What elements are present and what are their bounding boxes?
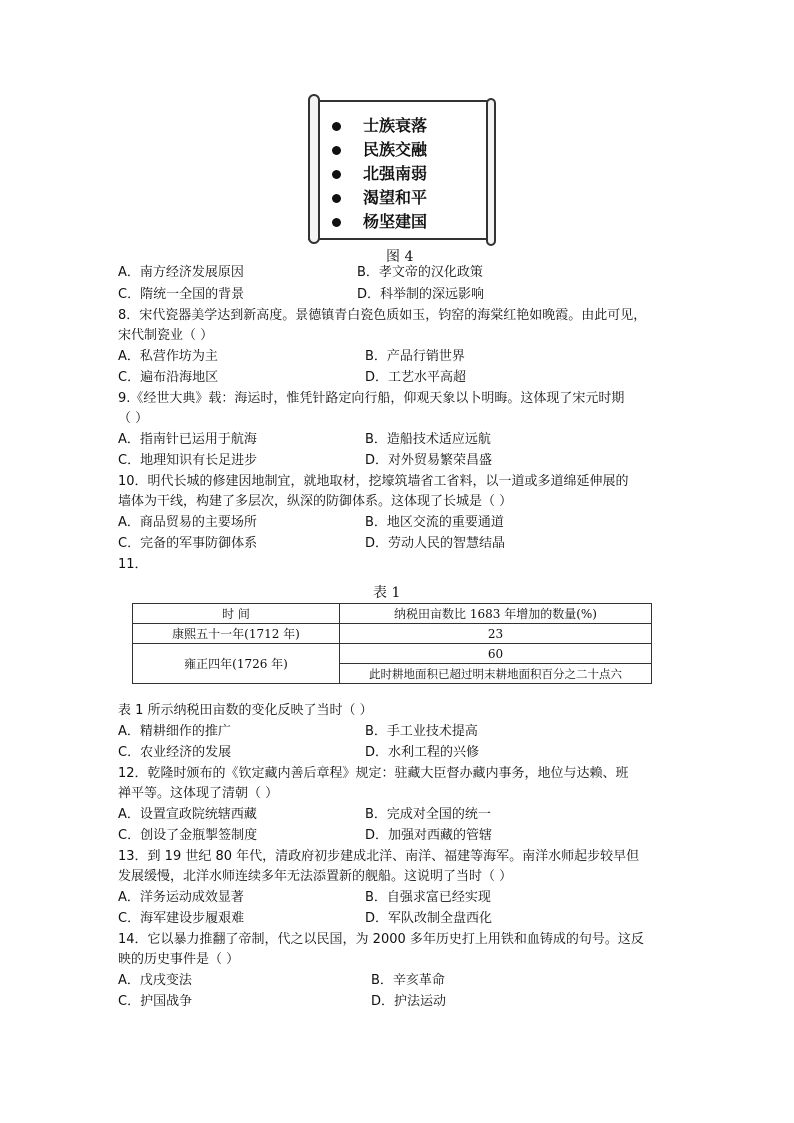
figure4-item: 杨坚建国: [332, 210, 427, 234]
q10-option-c: C．完备的军事防御体系: [118, 536, 258, 551]
q12-stem-line2: 禅平等。这体现了清朝（ ）: [118, 786, 279, 801]
bullet-icon: [332, 170, 341, 179]
q14-option-c: C．护国战争: [118, 994, 193, 1009]
q11-option-c: C．农业经济的发展: [118, 745, 232, 760]
q10-option-a: A．商品贸易的主要场所: [118, 515, 257, 530]
table-header-time: 时 间: [133, 604, 340, 624]
figure4-item: 渴望和平: [332, 186, 427, 210]
figure4-scroll: [308, 100, 490, 240]
q12-option-a: A．设置宣政院统辖西藏: [118, 807, 257, 822]
q7-option-d: D．科举制的深远影响: [357, 287, 485, 302]
q14-option-a: A．戊戌变法: [118, 973, 192, 988]
figure4-caption: 图 4: [386, 249, 414, 265]
q9-option-b: B．造船技术适应远航: [365, 432, 491, 447]
q9-stem-line2: （ ）: [118, 411, 149, 426]
q13-option-c: C．海军建设步履艰难: [118, 911, 245, 926]
q13-stem-line1: 13．到 19 世纪 80 年代，清政府初步建成北洋、南洋、福建等海军。南洋水师起步较早但: [118, 849, 640, 864]
q9-option-c: C．地理知识有长足进步: [118, 453, 258, 468]
q11-option-a: A．精耕细作的推广: [118, 724, 231, 739]
table-cell: 23: [340, 624, 652, 644]
q11-number: 11．: [118, 557, 148, 572]
q12-stem-line1: 12．乾隆时颁布的《钦定藏内善后章程》规定：驻藏大臣督办藏内事务，地位与达赖、班: [118, 766, 629, 781]
table-cell: 康熙五十一年(1712 年): [133, 624, 340, 644]
q13-stem-line2: 发展缓慢，北洋水师连续多年无法添置新的舰船。这说明了当时（ ）: [118, 869, 513, 884]
q10-stem-line1: 10．明代长城的修建因地制宜，就地取材，挖壕筑墙省工省料，以一道或多道绵延伸展的: [118, 474, 629, 489]
q8-option-c: C．遍布沿海地区: [118, 370, 219, 385]
table-row: [133, 644, 652, 664]
q14-option-b: B．辛亥革命: [371, 973, 445, 988]
q12-option-c: C．创设了金瓶掣签制度: [118, 828, 258, 843]
q10-stem-line2: 墙体为干线，构建了多层次，纵深的防御体系。这体现了长城是（ ）: [118, 494, 513, 509]
table-cell: 雍正四年(1726 年): [133, 644, 340, 684]
q12-option-d: D．加强对西藏的管辖: [365, 828, 493, 843]
q9-option-a: A．指南针已运用于航海: [118, 432, 257, 447]
table-cell-note: 此时耕地面积已超过明末耕地面积百分之二十点六: [340, 664, 652, 684]
q12-option-b: B．完成对全国的统一: [365, 807, 491, 822]
q14-stem-line1: 14．它以暴力推翻了帝制，代之以民国，为 2000 多年历史打上用铁和血铸成的句号。这反: [118, 932, 644, 947]
bullet-icon: [332, 146, 341, 155]
bullet-icon: [332, 218, 341, 227]
table-header-increase: 纳税田亩数比 1683 年增加的数量(%): [340, 604, 652, 624]
q10-option-b: B．地区交流的重要通道: [365, 515, 504, 530]
table-row: [133, 624, 652, 644]
q13-option-b: B．自强求富已经实现: [365, 890, 491, 905]
q13-option-d: D．军队改制全盘西化: [365, 911, 493, 926]
q14-option-d: D．护法运动: [371, 994, 447, 1009]
q7-option-c: C．隋统一全国的背景: [118, 287, 245, 302]
q9-stem-line1: 9.《经世大典》载：海运时，惟凭针路定向行船，仰观天象以卜明晦。这体现了宋元时期: [118, 391, 625, 406]
bullet-icon: [332, 122, 341, 131]
table-header-row: [133, 604, 652, 624]
figure4-item: 北强南弱: [332, 162, 427, 186]
q8-stem-line1: 8．宋代瓷器美学达到新高度。景德镇青白瓷色质如玉，钧窑的海棠红艳如晚霞。由此可见，: [118, 308, 647, 323]
q11-option-b: B．手工业技术提高: [365, 724, 478, 739]
q14-stem-line2: 映的历史事件是（ ）: [118, 952, 240, 967]
q13-option-a: A．洋务运动成效显著: [118, 890, 244, 905]
q10-option-d: D．劳动人民的智慧结晶: [365, 536, 506, 551]
table1: [132, 603, 652, 684]
figure4-item: 士族衰落: [332, 114, 427, 138]
q8-option-a: A．私营作坊为主: [118, 349, 218, 364]
figure4-list: [332, 114, 427, 234]
q8-stem-line2: 宋代制瓷业（ ）: [118, 328, 214, 343]
scroll-left-roll: [308, 94, 320, 244]
q8-option-d: D．工艺水平高超: [365, 370, 467, 385]
q9-option-d: D．对外贸易繁荣昌盛: [365, 453, 493, 468]
figure4-item: 民族交融: [332, 138, 427, 162]
q11-option-d: D．水利工程的兴修: [365, 745, 480, 760]
q7-option-a: A．南方经济发展原因: [118, 265, 244, 280]
q11-stem: 表 1 所示纳税田亩数的变化反映了当时（ ）: [118, 703, 373, 718]
q8-option-b: B．产品行销世界: [365, 349, 465, 364]
scroll-right-roll: [486, 98, 496, 246]
bullet-icon: [332, 194, 341, 203]
table1-caption: 表 1: [373, 585, 401, 601]
table-cell: 60: [340, 644, 652, 664]
q7-option-b: B．孝文帝的汉化政策: [357, 265, 483, 280]
